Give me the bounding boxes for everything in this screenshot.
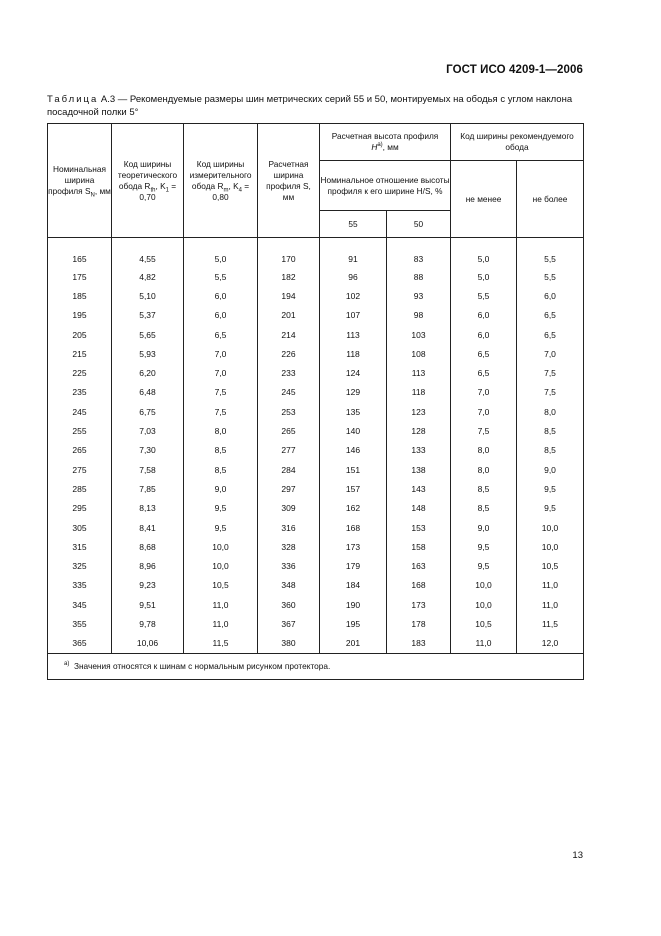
table-cell: 336 [258, 556, 320, 575]
table-cell: 124 [320, 363, 387, 382]
table-cell: 9,0 [451, 518, 517, 537]
table-cell: 151 [320, 460, 387, 479]
table-cell: 6,20 [112, 363, 184, 382]
caption-lead: Таблица [47, 94, 99, 105]
table-cell: 365 [48, 634, 112, 654]
table-cell: 10,06 [112, 634, 184, 654]
table-cell: 185 [48, 286, 112, 305]
table-cell: 133 [387, 441, 451, 460]
table-cell: 129 [320, 383, 387, 402]
table-cell: 158 [387, 537, 451, 556]
table-cell: 297 [258, 479, 320, 498]
table-cell: 148 [387, 499, 451, 518]
table-cell: 5,65 [112, 325, 184, 344]
table-cell: 88 [387, 267, 451, 286]
table-cell: 9,51 [112, 595, 184, 614]
table-cell: 201 [258, 306, 320, 325]
table-cell: 12,0 [517, 634, 584, 654]
table-row [48, 421, 584, 440]
table-cell: 316 [258, 518, 320, 537]
table-cell: 182 [258, 267, 320, 286]
table-cell: 173 [387, 595, 451, 614]
table-row [48, 441, 584, 460]
table-cell: 168 [387, 576, 451, 595]
table-cell: 11,0 [517, 576, 584, 595]
table-cell: 5,5 [517, 267, 584, 286]
table-cell: 113 [320, 325, 387, 344]
table-cell: 83 [387, 238, 451, 268]
table-cell: 98 [387, 306, 451, 325]
table-cell: 91 [320, 238, 387, 268]
table-cell: 6,5 [517, 306, 584, 325]
table-cell: 335 [48, 576, 112, 595]
page-number: 13 [572, 850, 583, 861]
table-cell: 175 [48, 267, 112, 286]
table-cell: 8,5 [184, 460, 258, 479]
table-cell: 10,0 [517, 537, 584, 556]
table-cell: 367 [258, 614, 320, 633]
table-cell: 143 [387, 479, 451, 498]
table-cell: 5,10 [112, 286, 184, 305]
table-row [48, 238, 584, 268]
table-cell: 6,0 [451, 306, 517, 325]
table-cell: 8,5 [451, 479, 517, 498]
table-cell: 8,41 [112, 518, 184, 537]
table-cell: 255 [48, 421, 112, 440]
table-row [48, 576, 584, 595]
table-row [48, 595, 584, 614]
header-series-50: 50 [387, 211, 451, 238]
table-cell: 7,5 [517, 363, 584, 382]
table-cell: 9,5 [451, 537, 517, 556]
table-cell: 7,03 [112, 421, 184, 440]
table-cell: 4,55 [112, 238, 184, 268]
table-cell: 10,0 [451, 595, 517, 614]
table-cell: 7,5 [184, 402, 258, 421]
table-cell: 8,5 [517, 441, 584, 460]
table-caption [47, 93, 585, 119]
table-cell: 5,0 [451, 238, 517, 268]
table-cell: 194 [258, 286, 320, 305]
table-cell: 10,0 [184, 556, 258, 575]
table-cell: 355 [48, 614, 112, 633]
table-cell: 7,0 [451, 383, 517, 402]
table-cell: 7,0 [184, 363, 258, 382]
table-cell: 6,0 [451, 325, 517, 344]
table-cell: 103 [387, 325, 451, 344]
table-cell: 6,75 [112, 402, 184, 421]
table-cell: 6,5 [184, 325, 258, 344]
table-cell: 7,0 [451, 402, 517, 421]
table-cell: 5,0 [451, 267, 517, 286]
table-row [48, 325, 584, 344]
caption-text: А.3 — Рекомендуемые размеры шин метрических серий 55 и 50, монтируемых на ободья с углом наклона посадочной полки 5° [47, 94, 573, 118]
table-cell: 108 [387, 344, 451, 363]
table-cell: 9,0 [184, 479, 258, 498]
table-cell: 284 [258, 460, 320, 479]
table-cell: 118 [320, 344, 387, 363]
table-cell: 9,5 [184, 518, 258, 537]
table-cell: 315 [48, 537, 112, 556]
table-cell: 325 [48, 556, 112, 575]
table-cell: 168 [320, 518, 387, 537]
table-cell: 8,0 [451, 441, 517, 460]
table-row [48, 460, 584, 479]
table-row [48, 383, 584, 402]
header-aspect-ratio: Номинальное отношение высоты профиля к его ширине H/S, % [320, 161, 451, 211]
table-row [48, 267, 584, 286]
table-cell: 195 [48, 306, 112, 325]
footnote-mark: а) [64, 661, 70, 668]
table-cell: 6,0 [517, 286, 584, 305]
table-cell: 8,68 [112, 537, 184, 556]
table-cell: 7,5 [451, 421, 517, 440]
table-row [48, 634, 584, 654]
table-cell: 245 [48, 402, 112, 421]
table-cell: 183 [387, 634, 451, 654]
header-design-width: Расчетная ширина профиля S, мм [258, 124, 320, 238]
table-cell: 9,78 [112, 614, 184, 633]
table-cell: 162 [320, 499, 387, 518]
table-row [48, 402, 584, 421]
header-measuring-rim-code: Код ширины измерительного обода $R_m$, $K_4 = 0,80$ [184, 124, 258, 238]
table-row [48, 614, 584, 633]
table-cell: 7,0 [517, 344, 584, 363]
table-cell: 214 [258, 325, 320, 344]
table-cell: 146 [320, 441, 387, 460]
table-cell: 140 [320, 421, 387, 440]
table-cell: 10,0 [451, 576, 517, 595]
table-row [48, 306, 584, 325]
header-recommended-rim: Код ширины рекомендуемого обода [451, 124, 584, 161]
header-rim-max: не более [517, 161, 584, 238]
table-cell: 253 [258, 402, 320, 421]
table-cell: 96 [320, 267, 387, 286]
table-cell: 107 [320, 306, 387, 325]
table-cell: 5,5 [451, 286, 517, 305]
table-cell: 9,5 [451, 556, 517, 575]
table-cell: 328 [258, 537, 320, 556]
table-cell: 225 [48, 363, 112, 382]
table-cell: 4,82 [112, 267, 184, 286]
table-cell: 8,5 [517, 421, 584, 440]
table-cell: 113 [387, 363, 451, 382]
document-header: ГОСТ ИСО 4209-1—2006 [446, 64, 583, 76]
table-cell: 7,5 [517, 383, 584, 402]
table-cell: 9,5 [517, 479, 584, 498]
table-cell: 5,5 [184, 267, 258, 286]
table-cell: 165 [48, 238, 112, 268]
table-cell: 6,5 [451, 344, 517, 363]
table-cell: 8,5 [451, 499, 517, 518]
table-cell: 163 [387, 556, 451, 575]
table-cell: 380 [258, 634, 320, 654]
table-cell: 10,0 [184, 537, 258, 556]
table-cell: 305 [48, 518, 112, 537]
table-cell: 265 [48, 441, 112, 460]
header-nominal-width: Номинальная ширина профиля $S_N$, мм [48, 124, 112, 238]
table-cell: 6,5 [517, 325, 584, 344]
table-cell: 8,0 [517, 402, 584, 421]
table-cell: 102 [320, 286, 387, 305]
table-cell: 128 [387, 421, 451, 440]
table-cell: 138 [387, 460, 451, 479]
table-cell: 135 [320, 402, 387, 421]
table-cell: 277 [258, 441, 320, 460]
table-cell: 173 [320, 537, 387, 556]
table-cell: 11,5 [184, 634, 258, 654]
table-cell: 7,30 [112, 441, 184, 460]
table-cell: 10,0 [517, 518, 584, 537]
table-cell: 93 [387, 286, 451, 305]
table-cell: 8,96 [112, 556, 184, 575]
table-cell: 285 [48, 479, 112, 498]
table-cell: 201 [320, 634, 387, 654]
table-row [48, 499, 584, 518]
table-cell: 118 [387, 383, 451, 402]
table-cell: 6,0 [184, 286, 258, 305]
table-cell: 6,48 [112, 383, 184, 402]
table-cell: 5,37 [112, 306, 184, 325]
table-row [48, 479, 584, 498]
table-cell: 7,5 [184, 383, 258, 402]
table-cell: 11,0 [184, 595, 258, 614]
table-row [48, 344, 584, 363]
table-cell: 205 [48, 325, 112, 344]
table-cell: 345 [48, 595, 112, 614]
table-cell: 5,0 [184, 238, 258, 268]
table-cell: 226 [258, 344, 320, 363]
table-cell: 10,5 [517, 556, 584, 575]
table-cell: 295 [48, 499, 112, 518]
table-cell: 9,0 [517, 460, 584, 479]
table-cell: 7,58 [112, 460, 184, 479]
table-footnote [48, 653, 584, 679]
table-cell: 6,0 [184, 306, 258, 325]
header-series-55: 55 [320, 211, 387, 238]
table-cell: 8,0 [184, 421, 258, 440]
table-cell: 10,5 [451, 614, 517, 633]
table-cell: 7,0 [184, 344, 258, 363]
table-row [48, 286, 584, 305]
table-cell: 9,5 [184, 499, 258, 518]
table-cell: 8,5 [184, 441, 258, 460]
table-cell: 179 [320, 556, 387, 575]
table-row [48, 518, 584, 537]
tire-sizes-table [47, 123, 584, 680]
table-cell: 11,0 [451, 634, 517, 654]
table-cell: 8,13 [112, 499, 184, 518]
table-cell: 235 [48, 383, 112, 402]
table-cell: 309 [258, 499, 320, 518]
table-cell: 190 [320, 595, 387, 614]
table-cell: 195 [320, 614, 387, 633]
table-cell: 184 [320, 576, 387, 595]
table-row [48, 537, 584, 556]
table-cell: 265 [258, 421, 320, 440]
table-cell: 348 [258, 576, 320, 595]
table-cell: 245 [258, 383, 320, 402]
table-cell: 6,5 [451, 363, 517, 382]
table-cell: 11,0 [517, 595, 584, 614]
table-cell: 11,0 [184, 614, 258, 633]
table-cell: 8,0 [451, 460, 517, 479]
footnote-text: Значения относятся к шинам с нормальным рисунком протектора. [73, 660, 331, 671]
table-row [48, 556, 584, 575]
header-rim-min: не менее [451, 161, 517, 238]
header-theoretical-rim-code: Код ширины теоретического обода $R_{th}$, $K_1 = 0,70$ [112, 124, 184, 238]
table-cell: 9,23 [112, 576, 184, 595]
table-cell: 11,5 [517, 614, 584, 633]
table-cell: 360 [258, 595, 320, 614]
table-row [48, 363, 584, 382]
table-cell: 10,5 [184, 576, 258, 595]
table-cell: 170 [258, 238, 320, 268]
header-design-height: Расчетная высота профиля $H^{а)}$, мм [320, 124, 451, 161]
table-cell: 5,93 [112, 344, 184, 363]
table-cell: 275 [48, 460, 112, 479]
table-cell: 153 [387, 518, 451, 537]
table-cell: 178 [387, 614, 451, 633]
table-cell: 9,5 [517, 499, 584, 518]
table-cell: 157 [320, 479, 387, 498]
table-cell: 215 [48, 344, 112, 363]
table-cell: 5,5 [517, 238, 584, 268]
table-cell: 7,85 [112, 479, 184, 498]
table-cell: 123 [387, 402, 451, 421]
table-cell: 233 [258, 363, 320, 382]
